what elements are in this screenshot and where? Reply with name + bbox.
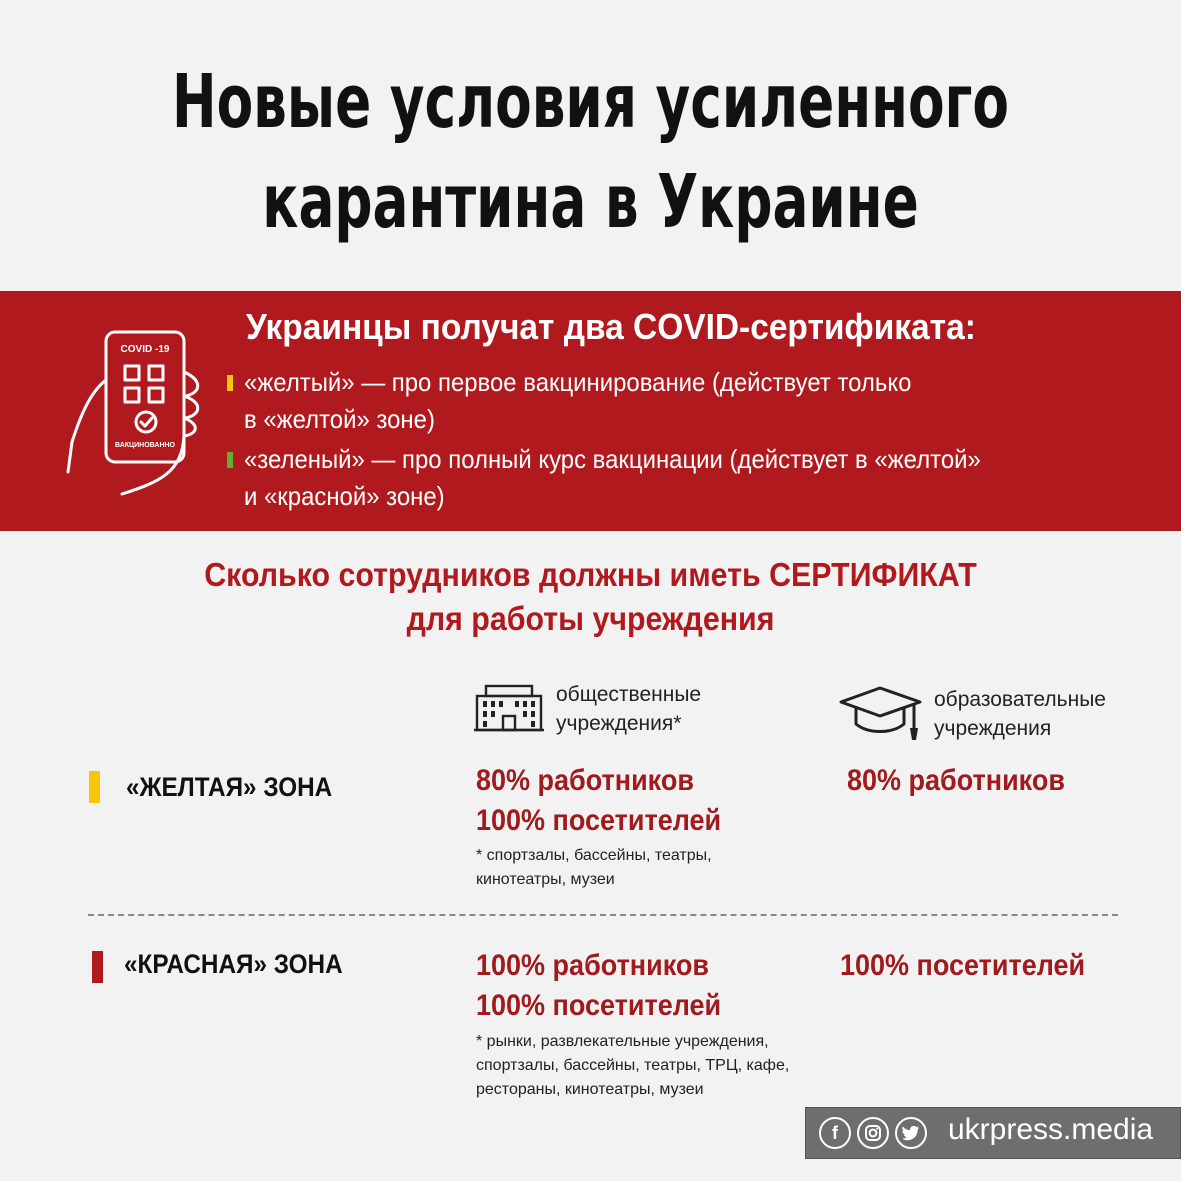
yellow-zone-education-value: 80% работников: [847, 764, 1065, 797]
yellow-zone-bar: [89, 771, 100, 803]
brand-link[interactable]: ukrpress.media: [948, 1113, 1154, 1146]
green-certificate-marker: [227, 452, 233, 468]
graduation-cap-icon: [838, 684, 924, 742]
red-zone-public-workers: 100% работников: [476, 949, 709, 982]
yellow-zone-note-line-2: кинотеатры, музеи: [476, 871, 615, 888]
requirements-heading-line-1: Сколько сотрудников должны иметь СЕРТИФИКАТ: [204, 556, 977, 593]
phone-caption: ВАКЦИНОВАННО: [115, 442, 175, 449]
requirements-heading-line-2: для работы учреждения: [406, 600, 775, 637]
yellow-certificate-line-1: «желтый» — про первое вакцинирование (действует только: [244, 367, 912, 397]
yellow-zone-label: «ЖЕЛТАЯ» ЗОНА: [126, 772, 333, 802]
green-certificate-line-1: «зеленый» — про полный курс вакцинации (действует в «желтой»: [244, 444, 981, 474]
phone-title: COVID -19: [120, 344, 170, 355]
phone-certificate-icon: [62, 322, 212, 502]
page-title: [165, 52, 1015, 252]
public-column-label-1: общественные: [556, 683, 702, 706]
red-zone-label: «КРАСНАЯ» ЗОНА: [124, 949, 343, 979]
red-zone-public-visitors: 100% посетителей: [476, 989, 722, 1022]
red-zone-education-value: 100% посетителей: [840, 949, 1086, 982]
education-column-label-2: учреждения: [934, 717, 1052, 740]
yellow-certificate-line-2: в «желтой» зоне): [244, 404, 435, 434]
green-certificate-line-2: и «красной» зоне): [244, 481, 445, 511]
building-icon: [474, 684, 544, 732]
public-column-label-2: учреждения*: [556, 712, 682, 735]
title-line-2: карантина в Украине: [262, 159, 919, 245]
yellow-certificate-marker: [227, 375, 233, 391]
twitter-icon[interactable]: [895, 1117, 927, 1149]
red-zone-note-line-3: рестораны, кинотеатры, музеи: [476, 1081, 704, 1098]
certificates-heading: Украинцы получат два COVID-сертификата:: [246, 306, 976, 347]
zone-divider: [88, 914, 1118, 916]
yellow-zone-public-visitors: 100% посетителей: [476, 804, 722, 837]
red-zone-note-line-2: спортзалы, бассейны, театры, ТРЦ, кафе,: [476, 1057, 790, 1074]
instagram-icon[interactable]: [857, 1117, 889, 1149]
facebook-icon[interactable]: f: [819, 1117, 851, 1149]
red-zone-note-line-1: * рынки, развлекательные учреждения,: [476, 1033, 769, 1050]
education-column-label-1: образовательные: [934, 688, 1106, 711]
red-zone-bar: [92, 951, 103, 983]
yellow-zone-public-workers: 80% работников: [476, 764, 694, 797]
title-line-1: Новые условия усиленного: [171, 59, 1009, 145]
yellow-zone-note-line-1: * спортзалы, бассейны, театры,: [476, 847, 712, 864]
